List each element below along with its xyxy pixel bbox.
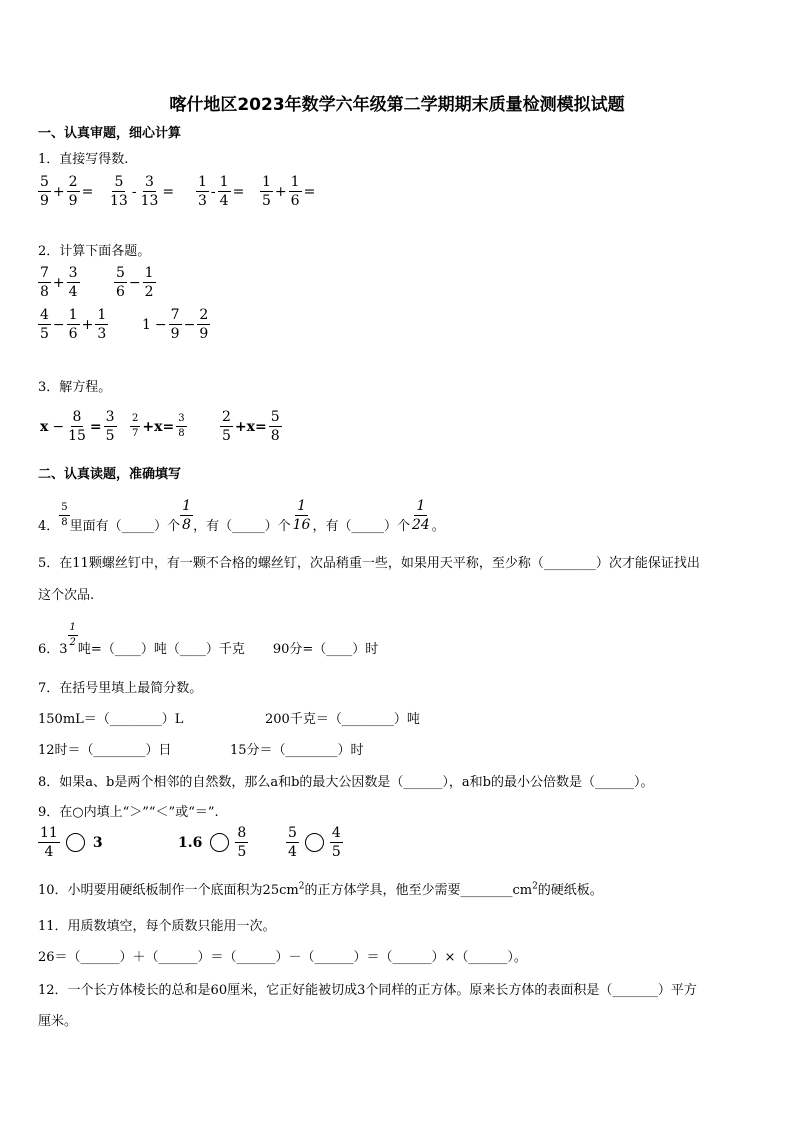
q9-compare-3: $\frac{5}{4}$ $\frac{4}{5}$ (288, 825, 341, 860)
q5-line-1: 5．在11颗螺丝钉中，有一颗不合格的螺丝钉，次品稍重一些，如果用天平称，至少称（________）次才能保证找出 (38, 556, 700, 571)
compare-circle-3[interactable] (305, 833, 324, 852)
q11-label: 11．用质数填空，每个质数只能用一次。 (38, 919, 276, 934)
q3-equation-2: $\frac{2}{7}$ +x= $\frac{3}{8}$ (132, 413, 185, 439)
q3-equation-1: x − $\frac{8}{15}$ = $\frac{3}{5}$ (40, 409, 115, 444)
q5-line-2: 这个次品. (38, 588, 95, 603)
q7-item-a: 150mL＝（________）L (38, 712, 184, 727)
q1-item-4: $\frac{1}{5}$ + $\frac{1}{6}$ = (262, 174, 316, 209)
q12-line-1: 12．一个长方体棱长的总和是60厘米，它正好能被切成3个同样的正方体。原来长方体的表面积是（_______）平方 (38, 983, 697, 998)
q1-label: 1．直接写得数. (38, 152, 129, 167)
q7-item-d: 15分＝（________）时 (230, 743, 364, 758)
q7-item-c: 12时＝（________）日 (38, 743, 172, 758)
q1-item-1: $\frac{5}{9}$ + $\frac{2}{9}$ = (40, 174, 94, 209)
q10: 10．小明要用硬纸板制作一个底面积为$25cm^2$的正方体学具，他至少需要$\_\_\_\_\_\_\_\_cm^2$的硬纸板。 (38, 881, 603, 898)
page-title: 喀什地区2023年数学六年级第二学期期末质量检测模拟试题 (169, 95, 625, 115)
q7-label: 7．在括号里填上最简分数。 (38, 681, 203, 696)
q9-compare-2: 1.6 $\frac{8}{5}$ (178, 825, 247, 860)
q1-item-2: $\frac{5}{13}$ - $\frac{3}{13}$ = (110, 174, 175, 209)
q2-expr-1: $\frac{7}{8}$ + $\frac{3}{4}$ (40, 265, 78, 300)
compare-circle-2[interactable] (210, 833, 229, 852)
q1-item-3: $\frac{1}{3}$ - $\frac{1}{4}$ = (198, 174, 245, 209)
q7-item-b: 200千克＝（________）吨 (265, 712, 420, 727)
q2-expr-4: 1 − $\frac{7}{9}$ − $\frac{2}{9}$ (142, 307, 209, 342)
q8: 8．如果a、b是两个相邻的自然数，那么a和b的最大公因数是（______），a和b的最小公倍数是（______）。 (38, 775, 654, 790)
q9-label: 9．在○内填上“＞”“＜”或“＝”. (38, 805, 219, 820)
section-2-heading: 二、认真读题，准确填写 (38, 467, 182, 482)
q3-label: 3．解方程。 (38, 380, 112, 395)
q2-expr-2: $\frac{5}{6}$ − $\frac{1}{2}$ (116, 265, 154, 300)
q2-label: 2．计算下面各题。 (38, 244, 151, 259)
q6: 6．3 $\frac{1}{2}$ 吨=（____）吨（____）千克 90分=（____）时 (38, 622, 379, 657)
q3-equation-3: $\frac{2}{5}$ +x= $\frac{5}{8}$ (222, 409, 280, 444)
q2-expr-3: $\frac{4}{5}$ − $\frac{1}{6}$ + $\frac{1}{3}$ (40, 307, 107, 342)
q11-equation: 26＝（______）＋（______）＝（______）－（______）＝（______）×（______）。 (38, 950, 527, 965)
q9-compare-1: $\frac{11}{4}$ 3 (40, 825, 103, 860)
section-1-heading: 一、认真审题，细心计算 (38, 126, 182, 141)
q4: 4． $\frac{5}{8}$ 里面有（_____）个 $\frac{1}{8}$ ，有（_____）个 $\frac{1}{16}$ ，有（_____）个 $\frac{1}{24}$ 。 (38, 498, 445, 534)
compare-circle-1[interactable] (66, 833, 85, 852)
q12-line-2: 厘米。 (38, 1014, 78, 1029)
